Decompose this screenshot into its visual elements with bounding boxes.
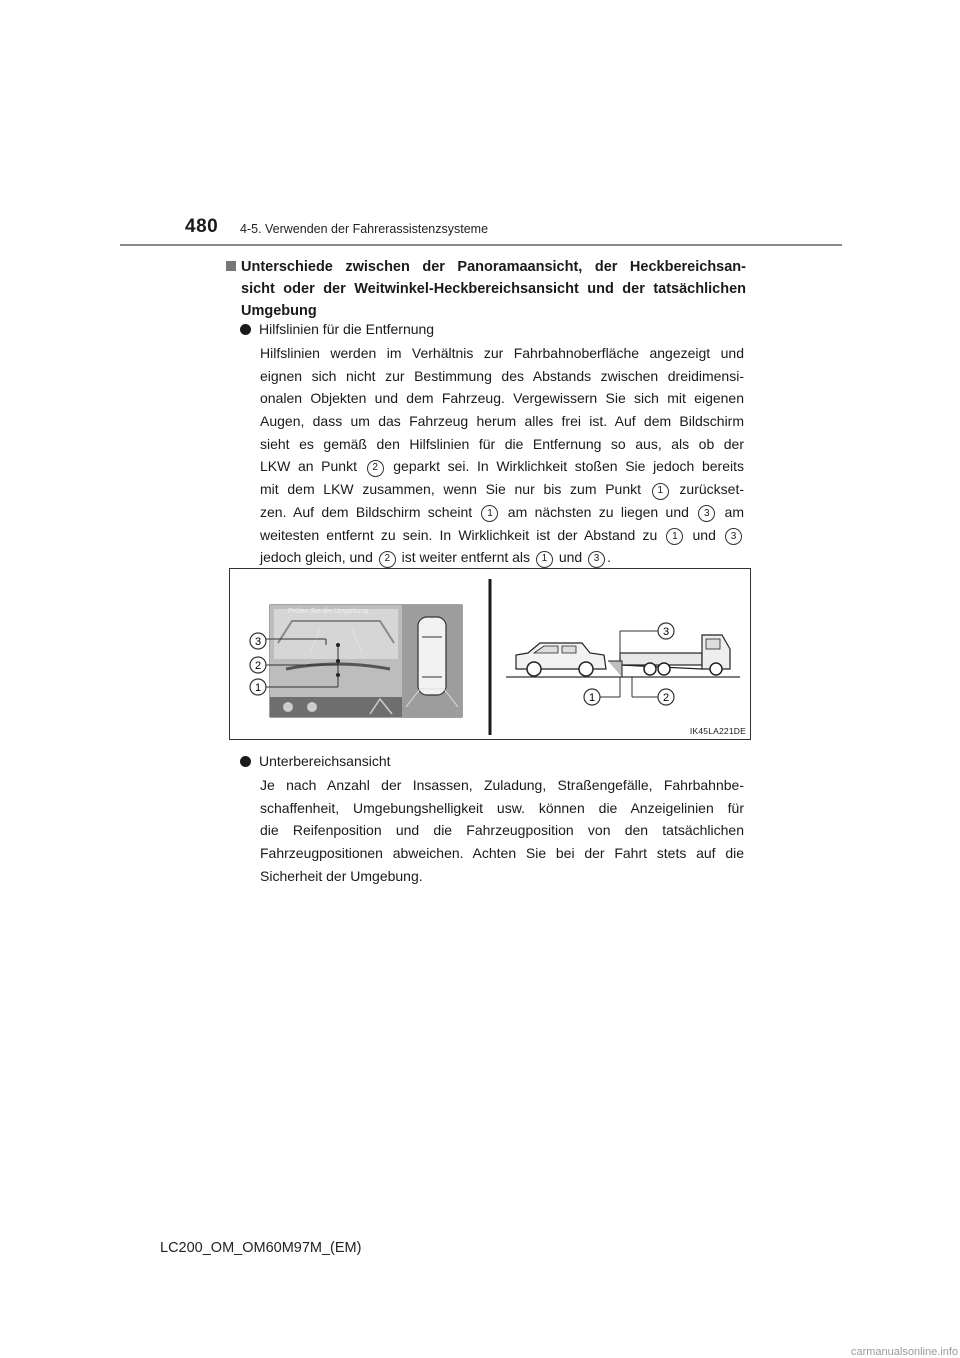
watermark: carmanualsonline.info: [850, 1346, 958, 1358]
screen-button-icon: [307, 702, 317, 712]
text-run: und: [685, 526, 723, 543]
text-line: [260, 365, 744, 388]
text-run: die Reifenposition und die Fahrzeugposition von den tatsächlichen: [260, 822, 744, 839]
text-run: jedoch gleich, und: [260, 549, 377, 566]
text-line: [260, 455, 744, 478]
round-bullet-icon: [240, 756, 251, 767]
text-line: [260, 524, 744, 547]
bullet-sub-area-view: [240, 750, 391, 772]
circled-number-icon: 3: [698, 505, 715, 522]
text-run: LKW an Punkt: [260, 458, 365, 475]
text-run: geparkt sei. In Wirklichkeit stoßen Sie jedoch bereits: [385, 458, 744, 475]
truck-icon: [608, 635, 730, 677]
text-run: am: [717, 503, 744, 520]
section-heading: [226, 256, 746, 322]
callout-number: 1: [588, 692, 596, 704]
text-run: ist weiter entfernt als: [397, 549, 534, 566]
circled-number-icon: 3: [725, 528, 742, 545]
circled-number-icon: 2: [367, 460, 384, 477]
model-code: LC200_OM_OM60M97M_(EM): [160, 1240, 362, 1256]
header-rule: [120, 244, 842, 246]
text-run: Augen, dass um das Fahrzeug herum alles frei ist. Auf dem Bildschirm: [260, 413, 744, 430]
bullet-distance-guides: [240, 318, 434, 340]
text-run: mit dem LKW zusammen, wenn Sie nur bis zum Punkt: [260, 481, 650, 498]
circled-number-icon: 1: [652, 483, 669, 500]
text-line: [260, 819, 744, 842]
text-run: weitesten entfernt zu sein. In Wirklichkeit ist der Abstand zu: [260, 526, 665, 543]
bullet-title: Hilfslinien für die Entfernung: [259, 321, 435, 337]
text-line: [260, 433, 744, 456]
callout-number: 3: [254, 636, 262, 648]
circled-number-icon: 2: [379, 551, 396, 568]
callout-number: 2: [662, 692, 670, 704]
text-line: [260, 410, 744, 433]
text-line: [260, 387, 744, 410]
text-line: [260, 546, 744, 569]
text-line: [260, 774, 744, 797]
text-run: Je nach Anzahl der Insassen, Zuladung, Straßengefälle, Fahrbahnbe-: [260, 777, 744, 793]
rear-view-ceiling: [274, 609, 398, 659]
figure-illustration: [230, 569, 750, 739]
circled-number-icon: 1: [481, 505, 498, 522]
text-line: [260, 478, 744, 501]
text-line: [260, 865, 744, 888]
heading-line: sicht oder der Weitwinkel-Heckbereichsansicht und der tatsächlichen: [241, 281, 746, 297]
text-run: Sicherheit der Umgebung.: [260, 867, 423, 884]
camera-figure: [229, 568, 751, 740]
paragraph-distance-guides: [260, 342, 744, 569]
text-run: sieht es gemäß den Hilfslinien für die Entfernung so aus, als ob der: [260, 435, 744, 452]
text-run: Hilfslinien werden im Verhältnis zur Fahrbahnoberfläche angezeigt und: [260, 345, 744, 361]
page-number: 480: [185, 216, 219, 237]
bullet-title: Unterbereichsansicht: [259, 753, 391, 769]
section-heading-text: [226, 256, 746, 322]
guide-point: [336, 659, 340, 663]
text-run: schaffenheit, Umgebungshelligkeit usw. können die Anzeigelinien für: [260, 799, 744, 816]
callout-number: 2: [254, 660, 262, 672]
figure-code: IK45LA221DE: [689, 726, 746, 736]
text-run: am nächsten zu liegen und: [500, 503, 697, 520]
text-line: [260, 342, 744, 365]
circled-number-icon: 1: [666, 528, 683, 545]
text-run: zurückset-: [670, 481, 744, 498]
suv-icon: [516, 643, 606, 676]
square-bullet-icon: [226, 261, 236, 271]
round-bullet-icon: [240, 324, 251, 335]
heading-line: Unterschiede zwischen der Panoramaansicht, der Heckbereichsan-: [241, 259, 746, 275]
text-run: Fahrzeugpositionen abweichen. Achten Sie bei der Fahrt stets auf die: [260, 845, 744, 862]
circled-number-icon: 1: [536, 551, 553, 568]
vehicle-top-icon: [418, 617, 446, 695]
text-run: eignen sich nicht zur Bestimmung des Abstands zwischen dreidimensi-: [260, 367, 744, 384]
screen-button-icon: [283, 702, 293, 712]
text-line: [260, 501, 744, 524]
text-run: zen. Auf dem Bildschirm scheint: [260, 503, 480, 520]
guide-point: [336, 643, 340, 647]
text-line: [260, 797, 744, 820]
chapter-title: 4-5. Verwenden der Fahrerassistenzsysteme: [240, 222, 489, 236]
circled-number-icon: 3: [588, 551, 605, 568]
screen-banner: Prüfen Sie die Umgebung.: [288, 608, 371, 615]
text-run: und: [554, 549, 587, 566]
callout-number: 3: [662, 626, 670, 638]
text-line: [260, 842, 744, 865]
callout-number: 1: [254, 682, 262, 694]
paragraph-sub-area-view: [260, 774, 744, 887]
text-run: onalen Objekten und dem Fahrzeug. Vergewissern Sie sich mit eigenen: [260, 390, 744, 407]
text-run: .: [607, 549, 611, 566]
heading-line: Umgebung: [241, 303, 317, 319]
